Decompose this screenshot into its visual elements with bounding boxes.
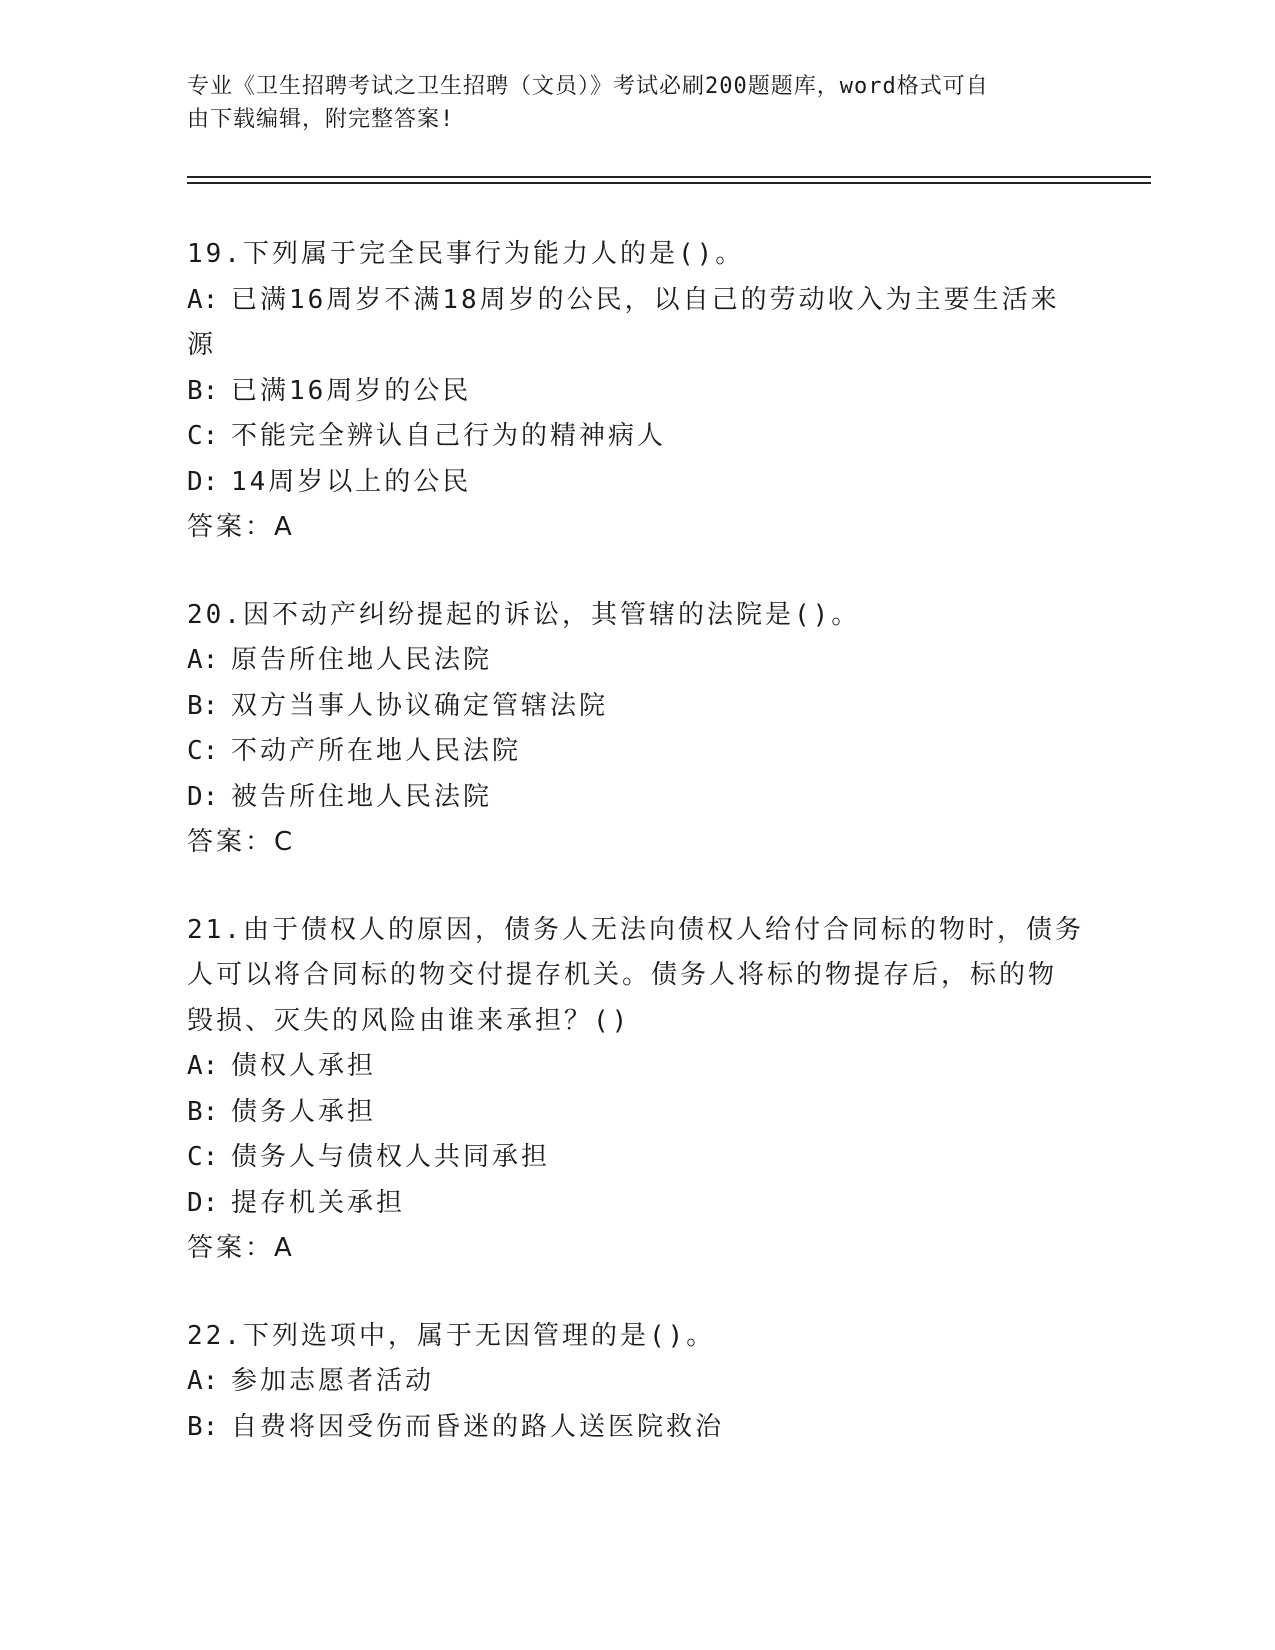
- question-stem: 人可以将合同标的物交付提存机关。债务人将标的物提存后，标的物: [187, 960, 1058, 990]
- option-text: 源: [187, 330, 217, 360]
- answer-option: [187, 684, 1087, 730]
- question-block: [187, 232, 1087, 551]
- option-letter: B:: [187, 690, 219, 721]
- answer-option: [187, 369, 1087, 415]
- option-letter: B:: [187, 375, 219, 406]
- answer-key: 答案：A: [187, 1233, 295, 1263]
- answer-option: [187, 775, 1087, 821]
- option-text: 不动产所在地人民法院: [231, 736, 522, 766]
- option-letter: C:: [187, 736, 219, 766]
- answer-option: [187, 1135, 1087, 1181]
- answer-option: [187, 638, 1087, 684]
- option-letter: D:: [187, 466, 219, 497]
- option-text: 被告所住地人民法院: [231, 781, 493, 812]
- option-letter: C:: [187, 1142, 219, 1172]
- header-line-2: 由下载编辑，附完整答案!: [187, 107, 455, 132]
- option-letter: A:: [187, 284, 219, 315]
- answer-option: [187, 1044, 1087, 1090]
- option-text: 债权人承担: [231, 1051, 377, 1081]
- header-line-1: 专业《卫生招聘考试之卫生招聘（文员）》考试必刷200题题库，word格式可自: [187, 74, 989, 99]
- option-letter: B:: [187, 1411, 219, 1442]
- option-letter: D:: [187, 781, 219, 812]
- answer-option: [187, 729, 1087, 775]
- question-stem: 19.下列属于完全民事行为能力人的是()。: [187, 239, 745, 269]
- answer-option: [187, 1181, 1087, 1227]
- option-text: 已满16周岁不满18周岁的公民，以自己的劳动收入为主要生活来: [231, 284, 1060, 315]
- question-block: [187, 908, 1087, 1272]
- option-letter: C:: [187, 421, 219, 451]
- option-text: 原告所住地人民法院: [231, 645, 493, 675]
- option-text: 14周岁以上的公民: [231, 466, 472, 497]
- option-text: 参加志愿者活动: [231, 1366, 435, 1396]
- answer-option: [187, 1405, 1087, 1451]
- header-divider-bottom: [187, 182, 1151, 184]
- option-letter: D:: [187, 1187, 219, 1218]
- answer-option: [187, 323, 1087, 369]
- option-text: 提存机关承担: [231, 1187, 406, 1218]
- header-divider-top: [187, 176, 1151, 178]
- question-stem: 20.因不动产纠纷提起的诉讼，其管辖的法院是()。: [187, 599, 861, 630]
- question-block: [187, 593, 1087, 866]
- question-stem: 21.由于债权人的原因，债务人无法向债权人给付合同标的物时，债务: [187, 914, 1084, 945]
- option-text: 双方当事人协议确定管辖法院: [231, 690, 609, 721]
- answer-option: [187, 278, 1087, 324]
- answer-option: [187, 460, 1087, 506]
- option-letter: A:: [187, 1051, 219, 1081]
- answer-key: 答案：C: [187, 827, 296, 857]
- answer-option: [187, 414, 1087, 460]
- question-stem: 毁损、灭失的风险由谁来承担？(): [187, 1005, 631, 1036]
- document-header: [187, 70, 1067, 136]
- option-text: 已满16周岁的公民: [231, 375, 472, 406]
- answer-option: [187, 1090, 1087, 1136]
- question-stem: 22.下列选项中，属于无因管理的是()。: [187, 1320, 716, 1351]
- option-text: 债务人与债权人共同承担: [231, 1142, 551, 1172]
- answer-option: [187, 1359, 1087, 1405]
- option-letter: B:: [187, 1096, 219, 1127]
- option-letter: A:: [187, 645, 219, 675]
- option-text: 债务人承担: [231, 1096, 377, 1127]
- option-letter: A:: [187, 1366, 219, 1396]
- question-list: [187, 232, 1087, 1492]
- question-block: [187, 1314, 1087, 1451]
- answer-key: 答案：A: [187, 512, 295, 542]
- option-text: 不能完全辨认自己行为的精神病人: [231, 421, 667, 451]
- option-text: 自费将因受伤而昏迷的路人送医院救治: [231, 1411, 725, 1442]
